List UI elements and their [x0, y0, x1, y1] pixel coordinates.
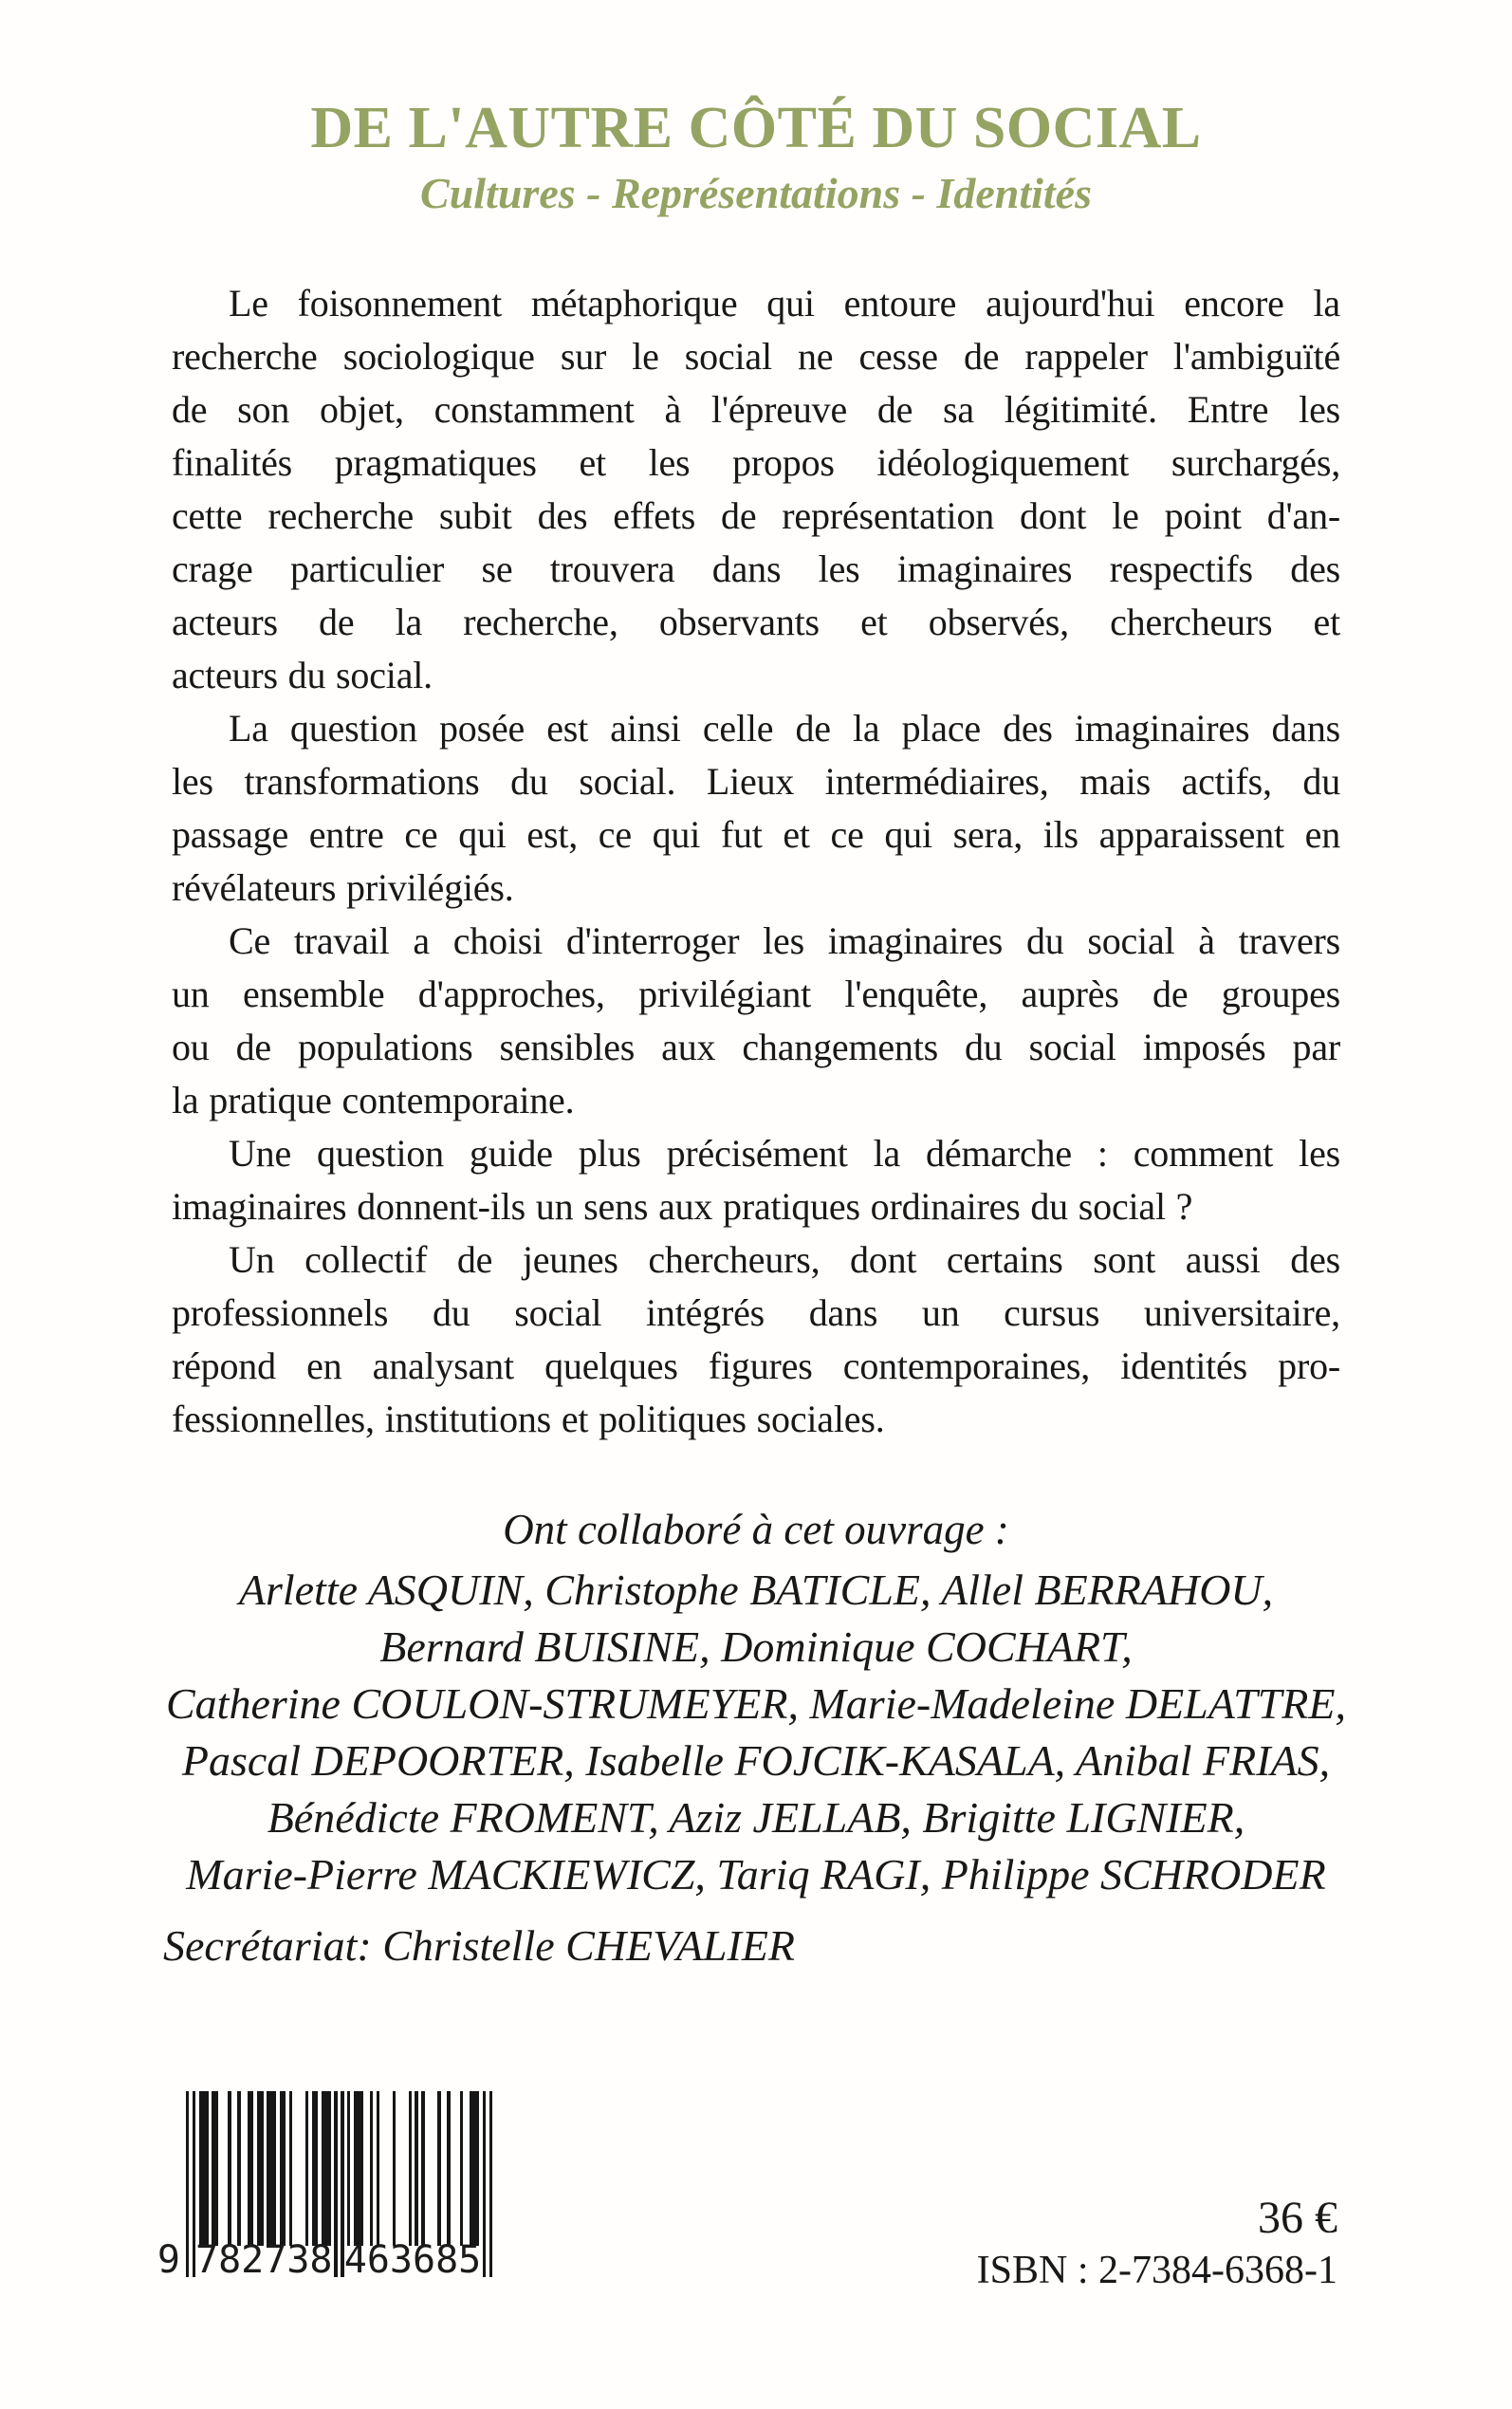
- body-line: acteurs du social.: [172, 654, 433, 696]
- paragraph: [172, 1233, 1340, 1446]
- barcode-bar: [354, 2091, 363, 2246]
- body-line: Le foisonnement métaphorique qui entoure aujourd'hui encore la: [229, 282, 1340, 324]
- body-line: révélateurs privilégiés.: [172, 866, 514, 909]
- book-title: DE L'AUTRE CÔTÉ DU SOCIAL: [310, 96, 1202, 160]
- body-line: de son objet, constamment à l'épreuve de sa légitimité. Entre les: [172, 388, 1340, 431]
- body-line: les transformations du social. Lieux intermédiaires, mais actifs, du: [172, 760, 1340, 803]
- barcode-bar: [393, 2091, 396, 2246]
- body-line: crage particulier se trouvera dans les imaginaires respectifs des: [172, 547, 1340, 590]
- barcode-bar: [415, 2091, 417, 2246]
- barcode-bar: [305, 2091, 308, 2246]
- barcode-bar: [447, 2091, 450, 2246]
- price-isbn-block: [977, 2194, 1337, 2292]
- body-line: acteurs de la recherche, observants et observés, chercheurs et: [172, 601, 1340, 643]
- barcode-digits-left: 782738: [195, 2238, 333, 2282]
- barcode-bar: [280, 2091, 286, 2246]
- barcode-digit-first: 9: [157, 2238, 180, 2282]
- barcode-bar: [377, 2091, 379, 2246]
- body-line: passage entre ce qui est, ce qui fut et ce qui sera, ils apparaissent en: [172, 813, 1340, 856]
- contributor-line: Pascal DEPOORTER, Isabelle FOJCIK-KASALA, Anibal FRIAS,: [181, 1736, 1331, 1785]
- secretariat-line: Secrétariat: Christelle CHEVALIER: [163, 1921, 796, 1970]
- barcode-bar: [347, 2091, 350, 2246]
- body-line: La question posée est ainsi celle de la place des imaginaires dans: [229, 707, 1340, 750]
- barcode-bar: [437, 2091, 440, 2246]
- barcode-bar: [267, 2091, 276, 2246]
- isbn-label: ISBN : 2-7384-6368-1: [976, 2249, 1337, 2292]
- barcode-bar: [289, 2091, 292, 2246]
- barcode-bar: [228, 2091, 230, 2246]
- barcode-bar: [186, 2091, 189, 2277]
- contributor-line: Bénédicte FROMENT, Aziz JELLAB, Brigitte LIGNIER,: [267, 1793, 1245, 1842]
- body-line: imaginaires donnent-ils un sens aux pratiques ordinaires du social ?: [172, 1185, 1193, 1228]
- barcode-bar: [409, 2091, 412, 2246]
- body-line: fessionnelles, institutions et politiques sociales.: [172, 1398, 885, 1440]
- contributor-line: Catherine COULON-STRUMEYER, Marie-Madeleine DELATTRE,: [165, 1679, 1347, 1728]
- ean13-barcode: [157, 2091, 492, 2286]
- contributor-line: Marie-Pierre MACKIEWICZ, Tariq RAGI, Philippe SCHRODER: [186, 1850, 1326, 1899]
- barcode-bar: [257, 2091, 264, 2246]
- barcode-bar: [199, 2091, 209, 2246]
- barcode-bar: [322, 2091, 331, 2246]
- barcode-bar: [334, 2091, 337, 2277]
- barcode-bar: [212, 2091, 218, 2246]
- body-line: finalités pragmatiques et les propos idéologiquement surchargés,: [172, 441, 1340, 484]
- contributors-list: [73, 1562, 1439, 1903]
- body-line: la pratique contemporaine.: [172, 1079, 575, 1121]
- barcode-bar: [489, 2091, 492, 2277]
- barcode-bar: [237, 2091, 240, 2246]
- contributors-heading: Ont collaboré à cet ouvrage :: [503, 1506, 1009, 1553]
- body-line: un ensemble d'approches, privilégiant l'enquête, auprès de groupes: [172, 973, 1340, 1015]
- body-line: Un collectif de jeunes chercheurs, dont certains sont aussi des: [229, 1238, 1340, 1281]
- barcode-bar: [483, 2091, 486, 2277]
- body-text: [172, 277, 1340, 1446]
- paragraph: [172, 702, 1340, 915]
- paragraph: [172, 915, 1340, 1127]
- contributor-line: Arlette ASQUIN, Christophe BATICLE, Allel BERRAHOU,: [238, 1566, 1274, 1614]
- price-label: 36 €: [1258, 2193, 1337, 2243]
- body-line: Ce travail a choisi d'interroger les imaginaires du social à travers: [229, 919, 1340, 962]
- barcode-digits-right: 463685: [343, 2238, 482, 2282]
- paragraph: [172, 1127, 1340, 1233]
- paragraph: [172, 277, 1340, 702]
- body-line: recherche sociologique sur le social ne cesse de rappeler l'ambiguïté: [172, 335, 1340, 378]
- body-line: ou de populations sensibles aux changements du social imposés par: [172, 1026, 1340, 1068]
- body-line: Une question guide plus précisément la démarche : comment les: [229, 1132, 1340, 1175]
- barcode-bar: [470, 2091, 479, 2246]
- barcode-bar: [312, 2091, 319, 2246]
- barcode-bar: [248, 2091, 254, 2246]
- body-line: répond en analysant quelques figures contemporaines, identités pro-: [172, 1344, 1340, 1387]
- barcode-bar: [460, 2091, 463, 2246]
- book-subtitle: Cultures - Représentations - Identités: [420, 169, 1092, 217]
- barcode-bar: [421, 2091, 424, 2246]
- body-line: professionnels du social intégrés dans un cursus universitaire,: [172, 1291, 1340, 1334]
- body-line: cette recherche subit des effets de représentation dont le point d'an-: [172, 494, 1340, 537]
- barcode-bar: [370, 2091, 373, 2246]
- contributor-line: Bernard BUISINE, Dominique COCHART,: [379, 1622, 1133, 1671]
